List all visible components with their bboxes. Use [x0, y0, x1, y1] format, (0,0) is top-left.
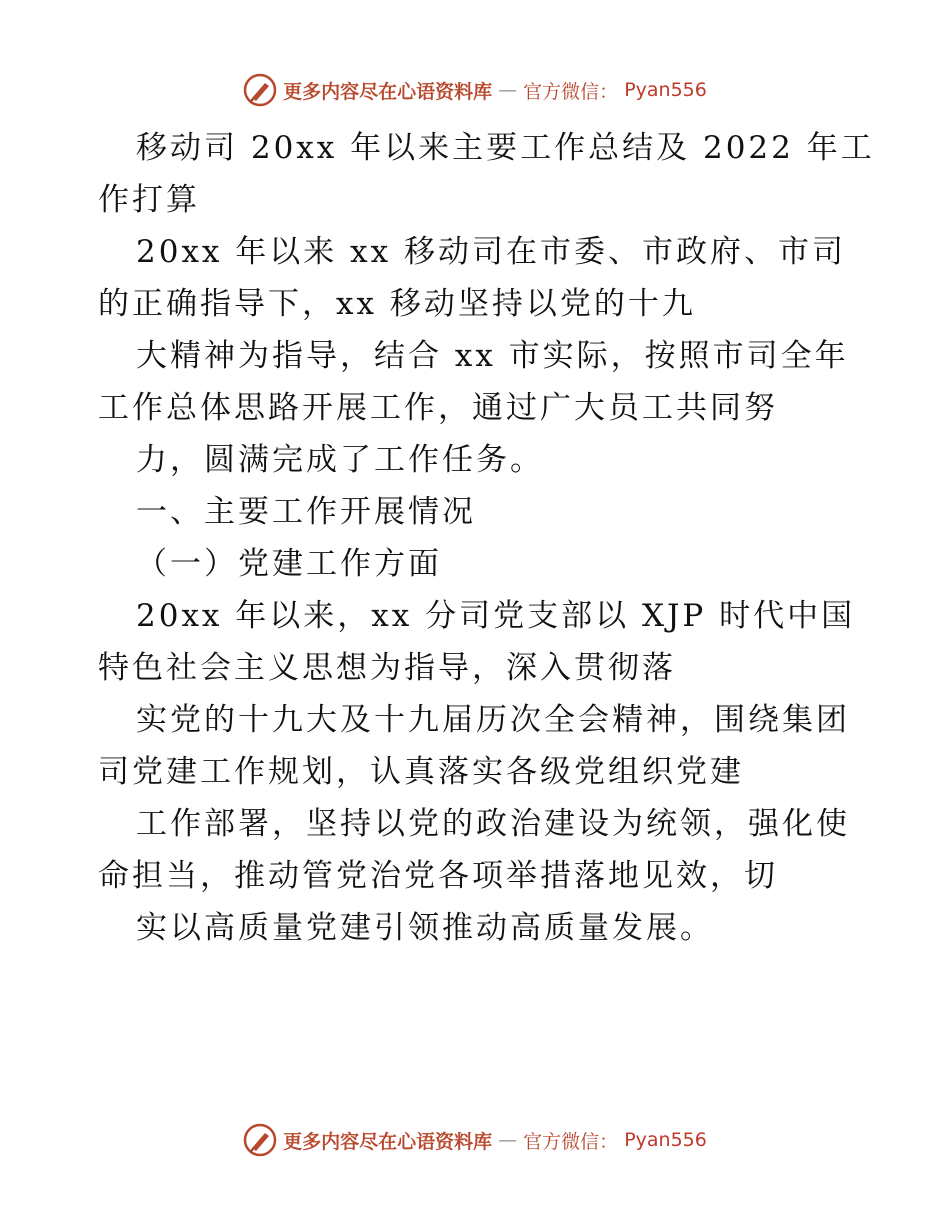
- title-line-2: 作打算: [98, 182, 200, 218]
- watermark-main-text: 更多内容尽在心语资料库: [283, 1130, 493, 1153]
- header-watermark: [0, 70, 950, 110]
- paragraph-line: 力，圆满完成了工作任务。: [136, 442, 544, 478]
- paragraph-line: 司党建工作规划，认真落实各级党组织党建: [98, 754, 744, 790]
- footer-watermark: [0, 1120, 950, 1160]
- title-line-1: 移动司 20xx 年以来主要工作总结及 2022 年工: [136, 130, 875, 166]
- document-body: [98, 122, 875, 954]
- watermark-account: Pyan556: [624, 79, 707, 101]
- paragraph-line: 实党的十九大及十九届历次全会精神，围绕集团: [136, 702, 850, 738]
- watermark-separator: —: [498, 1129, 518, 1151]
- watermark-separator: —: [498, 79, 518, 101]
- pen-logo-icon: [243, 1123, 277, 1157]
- paragraph-line: 工作总体思路开展工作，通过广大员工共同努: [98, 390, 778, 426]
- paragraph-line: 20xx 年以来 xx 移动司在市委、市政府、市司: [136, 234, 846, 270]
- paragraph-line: 的正确指导下，xx 移动坚持以党的十九: [98, 286, 696, 322]
- paragraph-line: 20xx 年以来，xx 分司党支部以 XJP 时代中国: [136, 598, 856, 634]
- paragraph-line: 工作部署，坚持以党的政治建设为统领，强化使: [136, 806, 850, 842]
- subsection-heading: （一）党建工作方面: [136, 546, 442, 582]
- watermark-official-label: 官方微信：: [523, 80, 619, 103]
- watermark-official-label: 官方微信：: [523, 1130, 619, 1153]
- watermark-main-text: 更多内容尽在心语资料库: [283, 80, 493, 103]
- paragraph-line: 实以高质量党建引领推动高质量发展。: [136, 910, 714, 946]
- paragraph-line: 特色社会主义思想为指导，深入贯彻落: [98, 650, 676, 686]
- paragraph-line: 大精神为指导，结合 xx 市实际，按照市司全年: [136, 338, 849, 374]
- section-heading: 一、主要工作开展情况: [136, 494, 476, 530]
- pen-logo-icon: [243, 73, 277, 107]
- paragraph-line: 命担当，推动管党治党各项举措落地见效，切: [98, 858, 778, 894]
- watermark-account: Pyan556: [624, 1129, 707, 1151]
